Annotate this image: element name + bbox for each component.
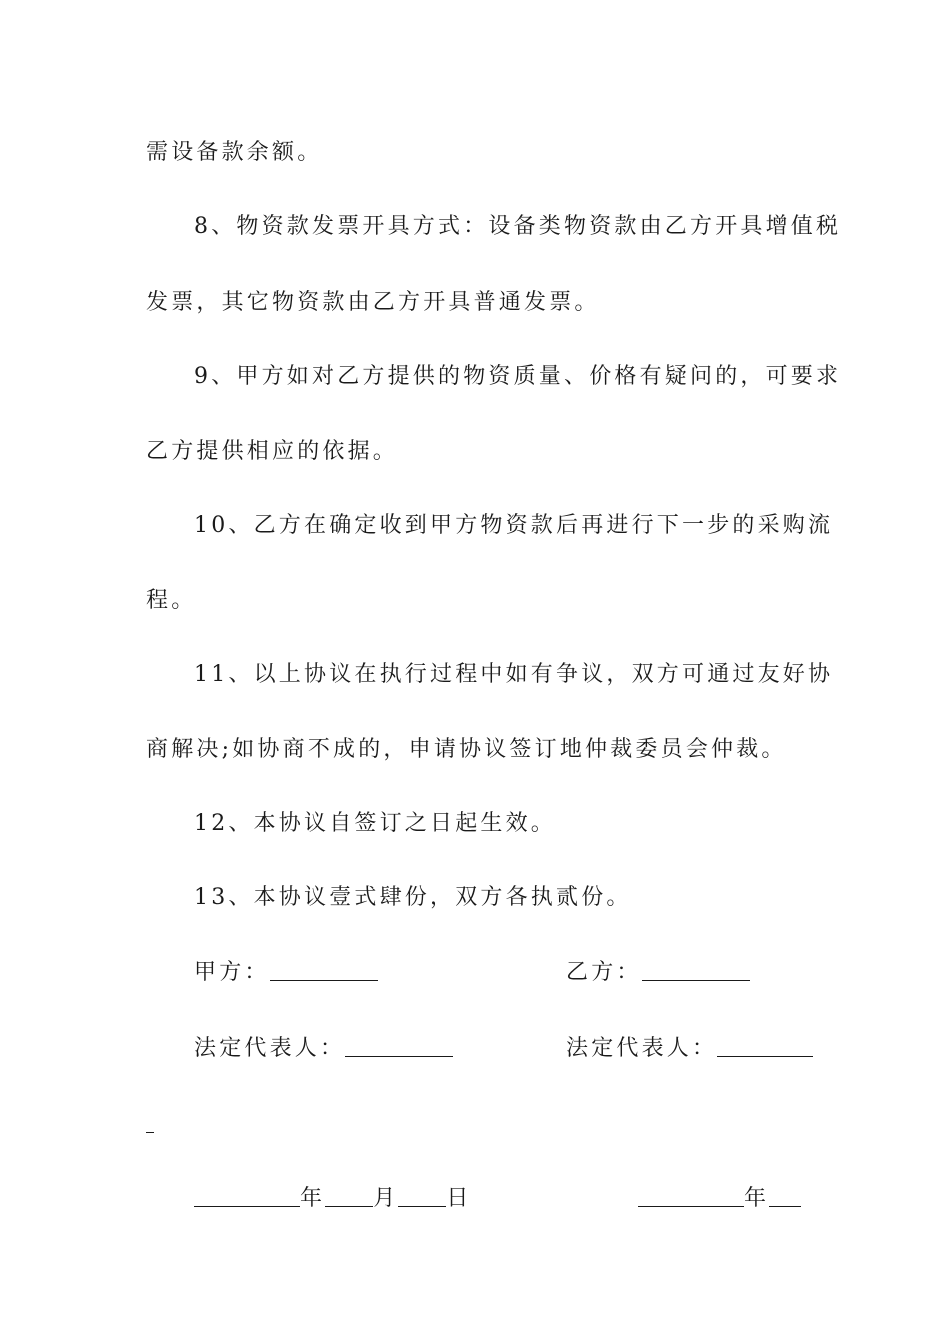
paragraph-line: 9、甲方如对乙方提供的物资质量、价格有疑问的，可要求 <box>194 364 842 389</box>
paragraph-line: 11、以上协议在执行过程中如有争议，双方可通过友好协 <box>194 662 834 687</box>
party-b-blank <box>642 960 750 981</box>
date-b-field <box>638 1184 801 1214</box>
rep-b-blank <box>717 1036 813 1057</box>
paragraph-line: 需设备款余额。 <box>146 140 323 165</box>
rep-a-label: 法定代表人： <box>194 1036 346 1061</box>
month-blank <box>325 1186 373 1207</box>
party-b-field <box>566 958 750 988</box>
rep-b-blank-continuation <box>146 1112 154 1133</box>
paragraph-line: 8、物资款发票开具方式：设备类物资款由乙方开具增值税 <box>194 214 842 239</box>
date-a-field <box>194 1184 472 1214</box>
rep-a-field <box>194 1034 453 1064</box>
party-a-label: 甲方： <box>194 960 270 985</box>
paragraph-line: 程。 <box>146 588 197 613</box>
paragraph-line: 10、乙方在确定收到甲方物资款后再进行下一步的采购流 <box>194 513 834 538</box>
day-label: 日 <box>446 1186 472 1211</box>
year-blank <box>194 1186 300 1207</box>
month-label: 月 <box>373 1186 399 1211</box>
party-a-field <box>194 958 378 988</box>
year-b-blank <box>638 1186 744 1207</box>
paragraph-line: 发票，其它物资款由乙方开具普通发票。 <box>146 290 600 315</box>
party-a-blank <box>270 960 378 981</box>
party-b-label: 乙方： <box>566 960 642 985</box>
day-blank <box>398 1186 446 1207</box>
rep-b-field <box>566 1034 813 1064</box>
paragraph-line: 12、本协议自签订之日起生效。 <box>194 811 556 836</box>
paragraph-line: 乙方提供相应的依据。 <box>146 439 399 464</box>
year-label: 年 <box>300 1186 326 1211</box>
rep-b-label: 法定代表人： <box>566 1036 718 1061</box>
month-b-blank <box>769 1186 801 1207</box>
paragraph-line: 13、本协议壹式肆份，双方各执贰份。 <box>194 885 632 910</box>
paragraph-line: 商解决;如协商不成的，申请协议签订地仲裁委员会仲裁。 <box>146 737 787 762</box>
rep-a-blank <box>345 1036 453 1057</box>
year-b-label: 年 <box>744 1186 770 1211</box>
